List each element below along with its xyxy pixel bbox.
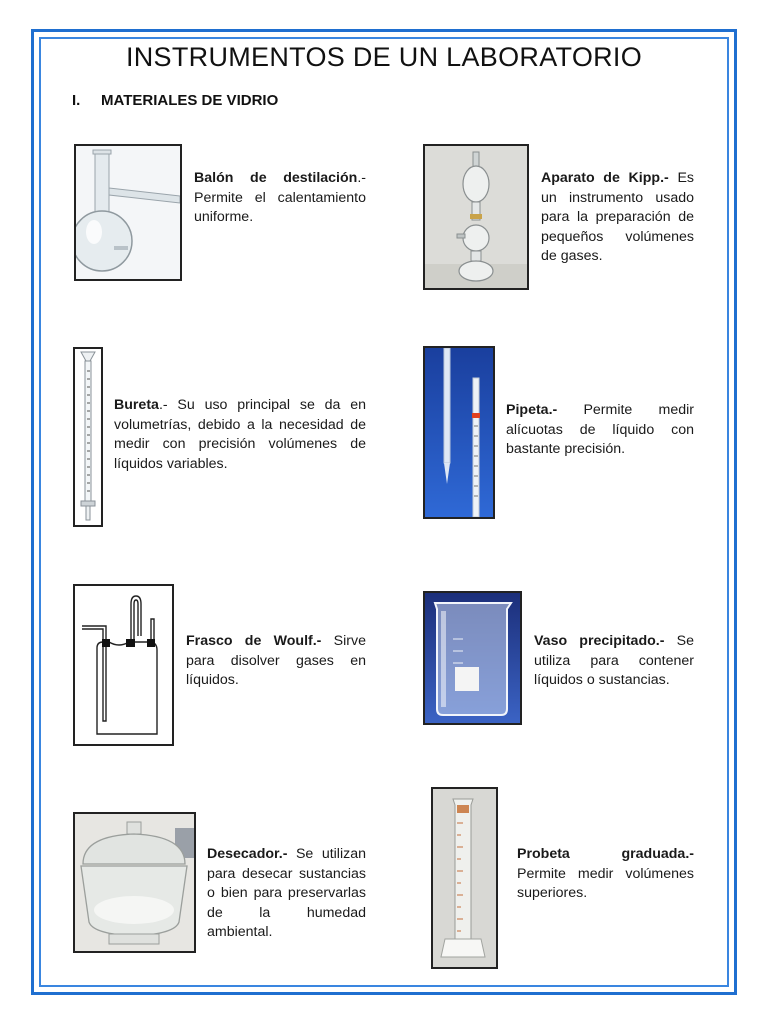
item-text: Permite el calentamiento uniforme.: [194, 189, 366, 225]
item-name: Probeta graduada.-: [517, 846, 694, 862]
burette-image: [73, 347, 103, 527]
item-name: Pipeta.-: [506, 402, 558, 418]
kipp-apparatus-image: [423, 144, 529, 290]
item-text: Permite medir alícuotas de líquido con bastante precisión.: [506, 402, 694, 457]
section-heading: [72, 92, 278, 109]
item-separator: .-: [158, 397, 178, 413]
item-text: Se utilizan para desecar sustancias o bien para preservarlas de la humedad ambiental.: [207, 846, 366, 940]
pipette-image: [423, 346, 495, 519]
item-burette: [114, 396, 366, 474]
section-number: I.: [72, 92, 81, 109]
item-name: Aparato de Kipp.-: [541, 170, 669, 186]
item-distillation-flask: [194, 169, 366, 228]
item-text: Se utiliza para contener líquidos o sustancias.: [534, 633, 694, 688]
item-beaker: [534, 632, 694, 691]
item-text: Permite medir volúmenes superiores.: [517, 865, 694, 901]
item-name: Balón de destilación: [194, 170, 358, 186]
item-graduated-cylinder: [517, 845, 694, 904]
woulf-bottle-image: [73, 584, 174, 746]
graduated-cylinder-image: [431, 787, 498, 969]
item-name: Frasco de Woulf.-: [186, 633, 322, 649]
page-title: INSTRUMENTOS DE UN LABORATORIO: [125, 42, 643, 72]
item-text: Sirve para disolver gases en líquidos.: [186, 633, 366, 688]
item-woulf-bottle: [186, 632, 366, 691]
item-text: Es un instrumento usado para la preparación de pequeños volúmenes de gases.: [541, 170, 694, 264]
item-text: Su uso principal se da en volumetrías, debido a la necesidad de medir con precisión volúmenes de líquidos variables.: [114, 397, 366, 472]
item-separator: .-: [357, 170, 366, 186]
item-pipette: [506, 401, 694, 460]
item-name: Vaso precipitado.-: [534, 633, 665, 649]
item-separator: [287, 846, 296, 862]
item-name: Bureta: [114, 397, 159, 413]
section-label: MATERIALES DE VIDRIO: [101, 92, 279, 109]
item-name: Desecador.-: [207, 846, 288, 862]
desiccator-image: [73, 812, 196, 953]
distillation-flask-image: [74, 144, 182, 281]
item-separator: [321, 633, 333, 649]
item-desiccator: [207, 845, 366, 943]
item-kipp-apparatus: [541, 169, 694, 267]
item-separator: [664, 633, 676, 649]
item-separator: [557, 402, 583, 418]
beaker-image: [423, 591, 522, 725]
